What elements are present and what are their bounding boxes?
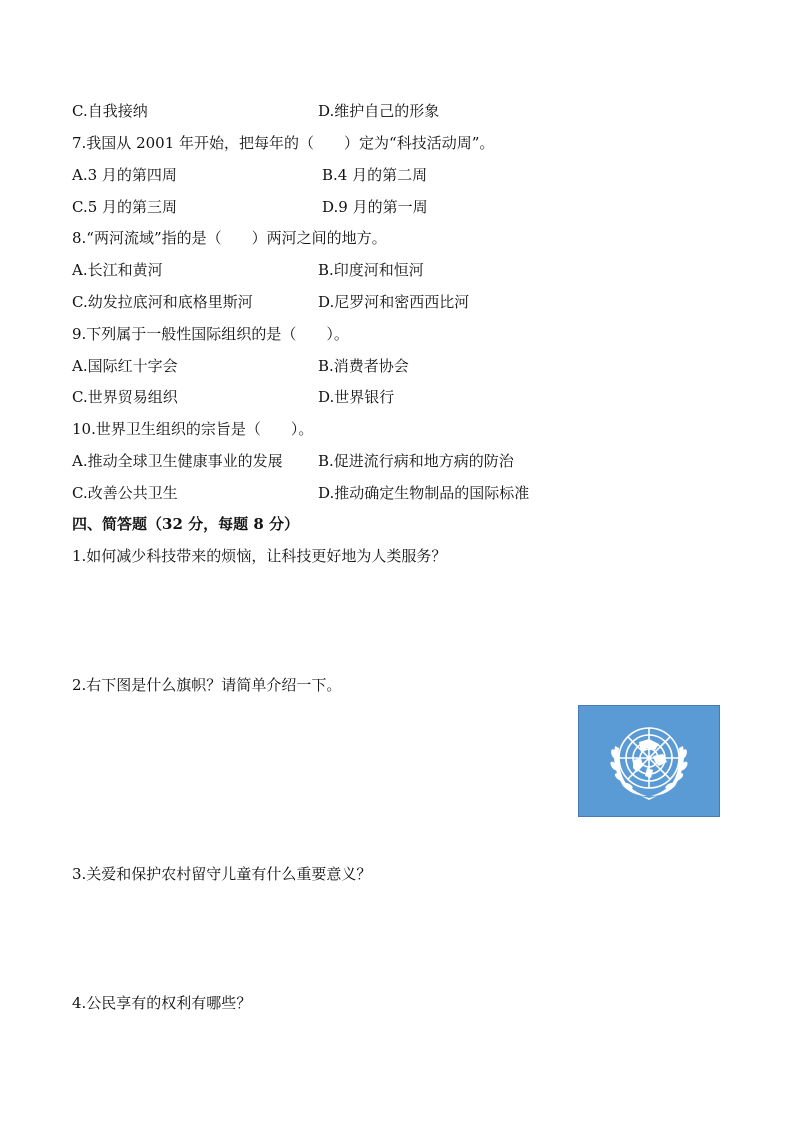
q9-stem: 9.下列属于一般性国际组织的是（ ）。 xyxy=(72,325,349,343)
q10-option-d: D.推动确定生物制品的国际标准 xyxy=(318,484,530,502)
q6-option-c: C.自我接纳 xyxy=(72,102,148,120)
q8-option-a: A.长江和黄河 xyxy=(72,261,163,279)
q9-option-c: C.世界贸易组织 xyxy=(72,388,178,406)
q7-option-d: D.9 月的第一周 xyxy=(322,198,428,216)
short-answer-q4: 4.公民享有的权利有哪些？ xyxy=(72,994,252,1012)
q9-option-b: B.消费者协会 xyxy=(318,357,409,375)
short-answer-q1: 1.如何减少科技带来的烦恼，让科技更好地为人类服务？ xyxy=(72,547,447,565)
q7-option-c: C.5 月的第三周 xyxy=(72,198,178,216)
q8-option-d: D.尼罗河和密西西比河 xyxy=(318,293,470,311)
q7-option-a: A.3 月的第四周 xyxy=(72,166,177,184)
short-answer-q3: 3.关爱和保护农村留守儿童有什么重要意义？ xyxy=(72,865,372,883)
q7-stem: 7.我国从 2001 年开始，把每年的（ ）定为“科技活动周”。 xyxy=(72,134,495,152)
q8-option-c: C.幼发拉底河和底格里斯河 xyxy=(72,293,253,311)
q9-option-a: A.国际红十字会 xyxy=(72,357,178,375)
short-answer-q2: 2.右下图是什么旗帜？请简单介绍一下。 xyxy=(72,676,342,694)
q8-option-b: B.印度河和恒河 xyxy=(318,261,424,279)
section-heading: 四、简答题（32 分，每题 8 分） xyxy=(72,515,299,533)
q9-option-d: D.世界银行 xyxy=(318,388,395,406)
q6-option-d: D.维护自己的形象 xyxy=(318,102,440,120)
q10-option-a: A.推动全球卫生健康事业的发展 xyxy=(72,452,283,470)
q8-stem: 8.“两河流域”指的是（ ）两河之间的地方。 xyxy=(72,229,387,247)
un-flag-image xyxy=(578,705,720,817)
q10-option-b: B.促进流行病和地方病的防治 xyxy=(318,452,514,470)
q10-option-c: C.改善公共卫生 xyxy=(72,484,178,502)
un-emblem-icon xyxy=(579,706,719,816)
q7-option-b: B.4 月的第二周 xyxy=(322,166,428,184)
q10-stem: 10.世界卫生组织的宗旨是（ ）。 xyxy=(72,420,314,438)
